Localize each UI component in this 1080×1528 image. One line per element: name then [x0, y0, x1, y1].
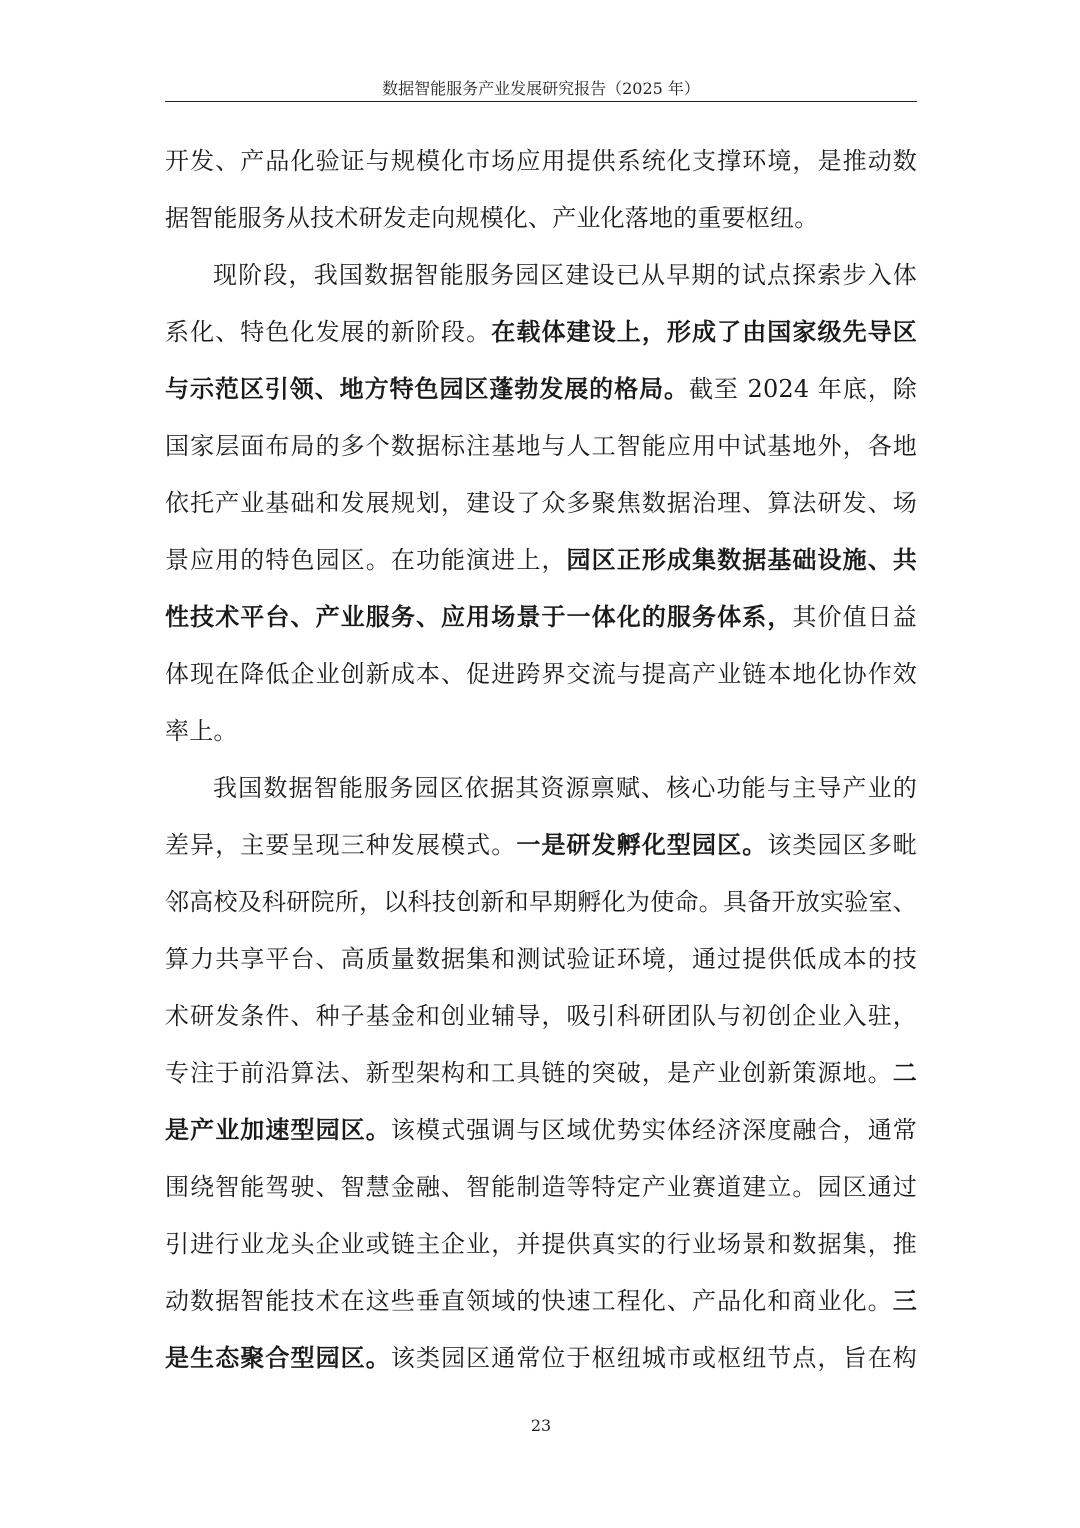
text-line [165, 1273, 917, 1330]
text-run: 我国数据智能服务园区依据其资源禀赋、核心功能与主导产业的 [213, 774, 917, 802]
text-line [165, 703, 917, 760]
text-line [165, 1216, 917, 1273]
text-run: 邻高校及科研院所，以科技创新和早期孵化为使命。具备开放实验室、 [165, 888, 917, 916]
text-line [165, 532, 917, 589]
text-line [165, 760, 917, 817]
text-line [165, 475, 917, 532]
bold-run: 三 [892, 1287, 917, 1315]
bold-run: 与示范区引领、地方特色园区蓬勃发展的格局。 [165, 375, 689, 403]
body-text [165, 133, 917, 1387]
text-run: 该类园区通常位于枢纽城市或枢纽节点，旨在构 [390, 1344, 917, 1372]
text-line [165, 817, 917, 874]
text-line [165, 1159, 917, 1216]
text-line [165, 1330, 917, 1387]
text-line [165, 361, 917, 418]
text-run: 引进行业龙头企业或链主企业，并提供真实的行业场景和数据集，推 [165, 1230, 917, 1258]
text-run: 动数据智能技术在这些垂直领域的快速工程化、产品化和商业化。 [165, 1287, 893, 1315]
text-run: 率上。 [165, 717, 238, 745]
running-header: 数据智能服务产业发展研究报告（2025 年） [382, 79, 700, 98]
bold-run: 性技术平台、产业服务、应用场景于一体化的服务体系， [165, 603, 793, 631]
text-line [165, 988, 917, 1045]
text-run: 开发、产品化验证与规模化市场应用提供系统化支撑环境，是推动数 [165, 147, 917, 175]
text-run: 算力共享平台、高质量数据集和测试验证环境，通过提供低成本的技 [165, 945, 917, 973]
text-line [165, 304, 917, 361]
text-line [165, 418, 917, 475]
bold-run: 是生态聚合型园区。 [165, 1344, 391, 1372]
text-line [165, 874, 917, 931]
page-number: 23 [530, 1416, 552, 1435]
text-line [165, 646, 917, 703]
text-run: 现阶段，我国数据智能服务园区建设已从早期的试点探索步入体 [213, 261, 917, 289]
text-run: 围绕智能驾驶、智慧金融、智能制造等特定产业赛道建立。园区通过 [165, 1173, 917, 1201]
text-run: 截至 2024 年底，除 [688, 375, 917, 403]
text-line [165, 931, 917, 988]
text-line [165, 589, 917, 646]
bold-run: 一是研发孵化型园区。 [516, 831, 768, 859]
text-run: 差异，主要呈现三种发展模式。 [165, 831, 517, 859]
text-line [165, 133, 917, 190]
header-divider [165, 101, 917, 102]
text-line [165, 190, 917, 247]
bold-run: 二 [892, 1059, 917, 1087]
text-run: 术研发条件、种子基金和创业辅导，吸引科研团队与初创企业入驻， [165, 1002, 917, 1030]
bold-run: 在载体建设上，形成了由国家级先导区 [491, 318, 917, 346]
text-run: 其价值日益 [792, 603, 918, 631]
text-run: 该模式强调与区域优势实体经济深度融合，通常 [390, 1116, 917, 1144]
bold-run: 园区正形成集数据基础设施、共 [566, 546, 917, 574]
text-run: 据智能服务从技术研发走向规模化、产业化落地的重要枢纽。 [165, 204, 819, 232]
text-run: 体现在降低企业创新成本、促进跨界交流与提高产业链本地化协作效 [165, 660, 917, 688]
text-run: 景应用的特色园区。在功能演进上， [165, 546, 567, 574]
text-line [165, 247, 917, 304]
text-line [165, 1045, 917, 1102]
text-run: 系化、特色化发展的新阶段。 [165, 318, 492, 346]
text-run: 该类园区多毗 [767, 831, 917, 859]
text-run: 专注于前沿算法、新型架构和工具链的突破，是产业创新策源地。 [165, 1059, 893, 1087]
text-line [165, 1102, 917, 1159]
text-run: 国家层面布局的多个数据标注基地与人工智能应用中试基地外，各地 [165, 432, 917, 460]
bold-run: 是产业加速型园区。 [165, 1116, 391, 1144]
text-run: 依托产业基础和发展规划，建设了众多聚焦数据治理、算法研发、场 [165, 489, 917, 517]
